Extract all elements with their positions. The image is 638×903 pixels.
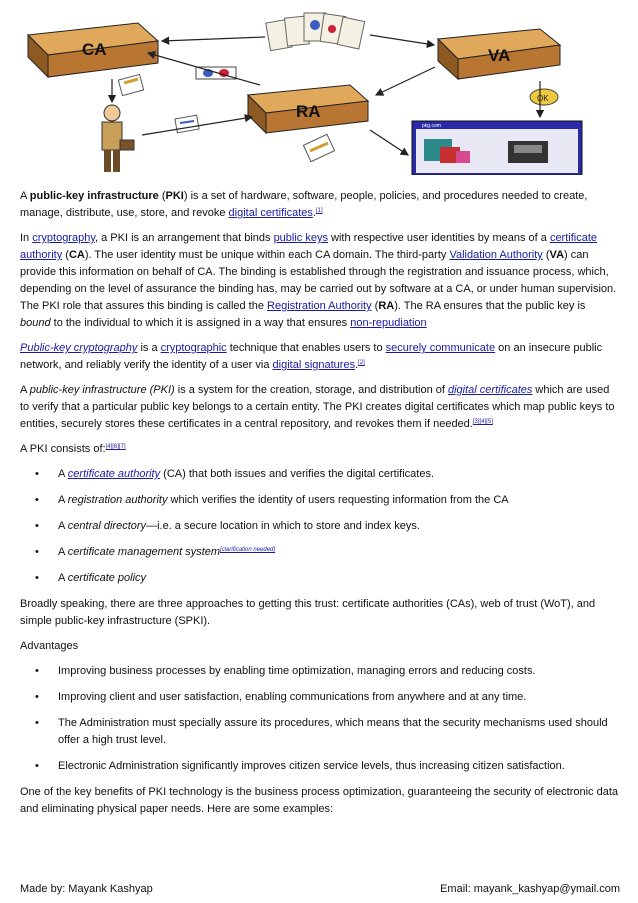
citation-link[interactable]: [3][4][5] [472,419,493,425]
document-icon [175,115,199,133]
bullet-icon: • [35,494,39,506]
bullet-icon: • [35,665,39,677]
paragraph-pki-system: A public-key infrastructure (PKI) is a system for the creation, storage, and distribution of digital certificates which are used to verify that a particular public key belongs to a certain entity. The PKI creates digital certificates which map public keys to entities, securely stores these certificates in a central repository, and revokes them if needed.[3][4][5] [20,384,615,430]
ca-desk [28,23,158,77]
link-public-key-cryptography[interactable]: Public-key cryptography [20,342,138,354]
citation-link[interactable]: [4][6][7] [105,444,126,450]
va-label: VA [488,46,511,65]
link-certificate-authority[interactable]: certificate authority [67,468,161,480]
citation-link[interactable]: [2] [358,360,365,366]
heading-advantages: Advantages [20,640,79,652]
link-public-keys[interactable]: public keys [273,232,328,244]
list-item: • Improving business processes by enabling time optimization, managing errors and reducing costs. [20,663,618,680]
bullet-icon: • [35,691,39,703]
link-registration-authority[interactable]: Registration Authority [267,300,372,312]
pki-diagram [20,5,618,175]
ra-desk [248,85,368,133]
citation-link[interactable]: [1] [315,208,323,214]
link-digital-signatures[interactable]: digital signatures [272,359,356,371]
list-item: • Electronic Administration significantly improves citizen service levels, thus increasing citizen satisfaction. [20,758,618,775]
computer-screen-icon [412,121,582,175]
va-desk [438,29,560,79]
paragraph-consists-of: A PKI consists of:[4][6][7] [20,443,126,455]
footer-author: Made by: Mayank Kashyap [20,883,153,895]
clarification-needed-link[interactable]: [clarification needed] [220,547,276,553]
list-item: • A certificate management system[clarification needed] [20,544,618,561]
link-non-repudiation[interactable]: non-repudiation [350,317,427,329]
svg-text:OK: OK [537,94,549,103]
coin-icon [530,89,558,105]
user-person-icon [102,105,134,172]
paragraph-public-key-cryptography: Public-key cryptography is a cryptographic technique that enables users to securely communicate on an insecure public network, and reliably verify the identity of a user via digital signatures.[2] [20,342,603,371]
link-securely-communicate[interactable]: securely communicate [385,342,496,354]
paragraph-key-benefits: One of the key benefits of PKI technology is the business process optimization, guaranteeing the security of electronic data and eliminating physical paper needs. Here are some examples: [20,786,619,815]
link-digital-certificates[interactable]: digital certificates [228,207,313,219]
link-digital-certificates[interactable]: digital certificates [448,384,533,396]
link-cryptographic[interactable]: cryptographic [160,342,227,354]
link-certificate-authority[interactable]: certificate authority [20,232,598,261]
bullet-icon: • [35,760,39,772]
bullet-icon: • [35,717,39,729]
page-footer [20,882,620,896]
link-cryptography[interactable]: cryptography [32,232,96,244]
paragraph-intro: A public-key infrastructure (PKI) is a set of hardware, software, people, policies, and procedures needed to create, manage, distribute, use, store, and revoke digital certificates.[1] [20,190,588,219]
list-item: • A registration authority which verifies the identity of users requesting information from the CA [20,492,618,509]
bullet-icon: • [35,468,39,480]
article-body [20,188,618,826]
list-item: • A certificate policy [20,570,618,587]
pki-components-list [20,466,618,587]
paragraph-trust-approaches: Broadly speaking, there are three approaches to getting this trust: certificate authorities (CAs), web of trust (WoT), and simple public-key infrastructure (SPKI). [20,598,596,627]
document-icon [118,74,143,95]
list-item: • Improving client and user satisfaction, enabling communications from anywhere and at any time. [20,689,618,706]
screen-title: pkg.com [422,123,441,129]
footer-email: Email: mayank_kashyap@ymail.com [440,883,620,895]
bullet-icon: • [35,520,39,532]
ra-label: RA [296,102,321,121]
ca-label: CA [82,40,107,59]
link-validation-authority[interactable]: Validation Authority [449,249,543,261]
list-item: • A central directory—i.e. a secure location in which to store and index keys. [20,518,618,535]
document-icon [303,134,334,161]
list-item: • The Administration must specially assure its procedures, which means that the security mechanisms used should offer a high trust level. [35,717,608,746]
bullet-icon: • [35,572,39,584]
bullet-icon: • [35,546,39,558]
certificate-stack-icon [266,13,365,51]
advantages-list [20,663,618,775]
paragraph-cryptography: In cryptography, a PKI is an arrangement that binds public keys with respective user identities by means of a certificate authority (CA). The user identity must be unique within each CA domain. The third-party Validation Authority (VA) can provide this information on behalf of CA. The binding is established through the registration and issuance process, which, depending on the level of assurance the binding has, may be carried out by software at a CA, or under human supervision. The PKI role that assures this binding is called the Registration Authority (RA). The RA ensures that the public key is bound to the individual to which it is assigned in a way that ensures non-repudiation [20,232,617,329]
list-item: • A certificate authority (CA) that both issues and verifies the digital certificates. [20,466,618,483]
